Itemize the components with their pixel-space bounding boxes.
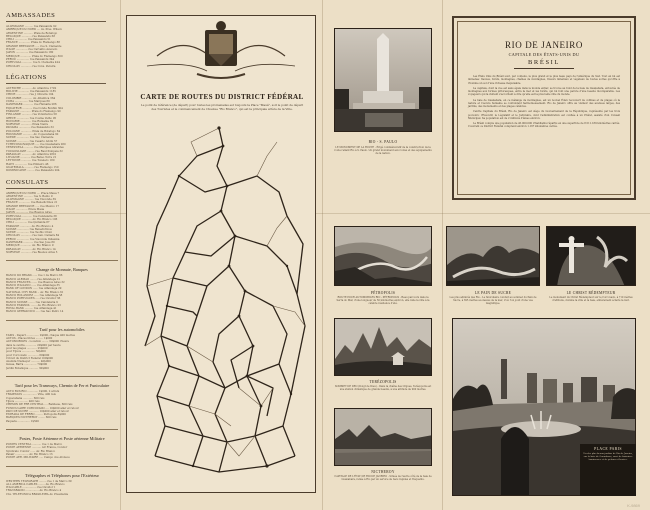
fold-line <box>322 0 323 510</box>
directory-entry: JAPON ............... rue Buenos Aires <box>6 211 52 215</box>
map-intro: Le point de référence (de départ) pour toutes les promenades est toujours la Place "Mauá", soit le point de départ des Touristes et le commencement de l'Avenue "Rio Branco", qui est la principale artère de la Ville. <box>140 103 304 111</box>
teresopolis-text: SOMMET DE DEO (Doigt de Dieu) - Dans la chaîne des Orgues, Terézopolis est une station climatique de grande beauté, à une altitude de 900 mètres. <box>334 385 432 392</box>
rio-body <box>468 75 620 129</box>
directory-entry: GRANDE BRETAGNE ..... rue S. Clemente <box>6 44 62 48</box>
bio-sp-title: BIO - S. PAULO <box>368 140 398 144</box>
directory-entry: PORTUGAL ............ rue S. Clemente 424 <box>6 61 60 65</box>
directory-entry: ITALIE .............. Praca Maua <box>6 208 45 212</box>
change-section <box>6 260 118 314</box>
directory-entry: TRAMWAYS ................. Ville, 400 reis <box>6 393 56 397</box>
rio-paragraph: La baie de Guanabara, en ce mélange de montagnes, est un nouvel Éden recouvert de collines et de plages où la nature et l'œuvre humaine se confondent harmonieusement. Rio de Janeiro offre au visiteur des avenues larges, des jardins, des monuments et des plages célèbres. <box>468 98 620 108</box>
directory-entry: CHILI ............... rue Quitanda 87 <box>6 221 50 225</box>
directory-entry: ARGENTINE ........... Praia de Botafogo <box>6 31 58 35</box>
directory-entry: POSTE AERIENNE ........... Air France, Condor <box>6 446 68 450</box>
rio-title: RIO DE JANEIRO <box>505 40 583 50</box>
directory-entry: BANCO HOLANDEZ ...... rue Alfandega 58 <box>6 294 63 297</box>
nictheroy-title: NICTHEROY <box>371 470 395 474</box>
directory-entry: ARGENTINE ........... rue S. Bento 9 <box>6 194 53 198</box>
directory-entry: GRANDE BRETAGNE ..... rue Mexico 17 <box>6 204 60 208</box>
directory-entry: CHILI ............... rue Paissandu 51 <box>6 38 51 42</box>
directory-entry: POSTE AER. MILITAIRE ..... Campo dos Afonsos <box>6 456 70 460</box>
divider <box>6 21 106 22</box>
directory-entry: SUISSE .............. rue Cesario Alvim 57 <box>6 139 58 143</box>
postes-section <box>6 429 118 459</box>
directory-entry: pour Corcovado ............. 60$000 <box>6 353 50 357</box>
directory-entry: BANCO PORTUGUES ..... rue Ouvidor 36 <box>6 297 61 301</box>
legations-title: LÉGATIONS <box>6 73 47 81</box>
directory-entry: dans le centre ............. 20$000 par heure <box>6 343 61 347</box>
petropolis-text: ROUTE POUR AUTOMOBILES RIO - PÉTROPOLIS - Beau parcours dans la Serra do Mar, d'une longueur de 50 kilomètres environ, elle relie la ville à la célèbre résidence d'été. <box>336 296 430 306</box>
directory-entry: Copacabana ............ 600 reis <box>6 396 45 400</box>
ambassades-title: AMBASSADES <box>6 12 56 19</box>
tarif-auto-title: Tarif pour les automobiles <box>39 326 85 332</box>
road-network <box>145 128 305 472</box>
directory-entry: Avenida Niemeyer ........... 40$000 <box>6 360 51 364</box>
directory-entry: AMERIQUE DU NORD .... Praca Maua 7 <box>6 191 60 195</box>
directory-entry: ALLEMAGNE .......... rue Paissandu 92 <box>6 25 57 28</box>
directory-entry: GRECE ............... rue Cosme Velho 95 <box>6 116 57 120</box>
directory-entry: Tijuca ................ 400 reis <box>6 399 40 403</box>
directory-entry: YOUGOSLAVIE ......... rue Raul Pompeia 32 <box>6 149 63 153</box>
directory-entry: BELGIQUE ............ rue Paissandu 68 <box>6 34 55 38</box>
directory-entry: FRANCE .............. Praia do Flamengo 88 <box>6 41 60 45</box>
fold-line <box>120 0 121 510</box>
postes-list <box>6 443 118 459</box>
ambassades-list <box>6 25 118 68</box>
directory-entry: BOLIVIE ............. rue Paissandu 1185 <box>6 90 56 94</box>
directory-entry: ESPAGNE ............. Praia do Flamengo 90 <box>6 109 61 113</box>
directory-entry: ESTRADA DE FERRO ......... Petropolis 8$000 <box>6 413 66 417</box>
rio-subtitle: CAPITALE DES ÉTATS-UNIS DU <box>508 52 580 57</box>
directory-entry: AUTOMOBILES - Location ........ 30$000 l'heure <box>6 340 70 344</box>
nictheroy-photo <box>334 408 432 466</box>
directory-entry: LETTONIE ............ rue Tonelero 180 <box>6 159 55 163</box>
directory-entry: ITALCABLE ................. rue Ouvidor 1 <box>6 486 56 490</box>
rio-paragraph: Les États Unis du Brésil sont, par contenu, le plus grand et le plus beau pays de l'Amérique du Sud. Tout en lui est immense: fleuves, forêts, montagnes, chaînes de montagnes, trésors minéraux et végétaux de toutes sortes qu'offre à l'homme un sol d'une richesse inépuisable. <box>468 75 620 85</box>
directory-entry: URUGUAY ............. rue Cons. Pereira <box>6 64 56 68</box>
directory-entry: DANEMARK ............ rue Sao Jose 80 <box>6 241 55 245</box>
tarif-auto-section <box>6 320 118 370</box>
directory-entry: Circuit du District Federal 100$000 <box>6 356 54 360</box>
directory-entry: Panair ................ Av. Rio Branco 13 <box>6 452 53 456</box>
rio-paragraph: Centre Capitale du Brésil, Rio de Janeiro est siège du Gouvernement de la République, représenté par les trois pouvoirs: l'Exécutif, le Législatif et le Judiciaire, dont l'administration est confiée à un Préfet, assisté d'un Conseil Municipal. Sa population est de 2 millions d'âmes environ. <box>468 110 620 120</box>
tarif-tram-title: Tarif pour les Tramways, Chemin de Fer et Funiculaire <box>14 383 110 389</box>
directory-entry: CHEMIN DE FER CENTRAL .... Banlieue, 600 reis <box>6 403 73 407</box>
legations-list <box>6 87 118 173</box>
directory-entry: Gavea, Barra ............... 70$000 <box>6 363 48 367</box>
directory-entry: DOMINICAINE ......... rue Paissandu 204 <box>6 169 60 173</box>
christ-text: Le monument du Christ Rédempteur sur le Corcovado, à 710 mètres d'altitude, domine la ville et la baie, entièrement éclairé la nuit. <box>549 296 633 303</box>
directory-column <box>6 8 118 504</box>
pain-sucre-title: LE PAIN DE SUCRE <box>474 291 512 295</box>
petropolis-title: PÉTROPOLIS <box>370 291 396 295</box>
directory-entry: PANAMA .............. rue Paissandu 32 <box>6 126 54 130</box>
divider <box>514 68 574 69</box>
directory-entry: LITUANIE ............ rue Barao Torre 21 <box>6 156 57 160</box>
directory-entry: BANCO SUISSE ........ rue Candelaria 9 <box>6 300 58 304</box>
directory-entry: VENEZUELA ........... rue Marques Abrantes <box>6 146 64 150</box>
directory-entry: SUISSE .............. rue Benedictinos <box>6 227 52 231</box>
directory-entry: ESPAGNE ............. Av. Rio Branco 4 <box>6 224 54 228</box>
place-paris-text: Un des plus beaux jardins de Rio de Janeiro, sur la baie de Guanabara, orné de fontaines lumineuses et de pelouses fleuries. <box>583 452 633 461</box>
directory-entry: PEROU ............... rue Visconde Inhauma <box>6 237 60 241</box>
directory-entry: ROYAL BANK .......... rue Alfandega 41 <box>6 307 57 311</box>
christ-photo <box>546 226 636 286</box>
directory-entry: Paqueta ............... 1$500 <box>6 419 39 423</box>
directory-entry: FUNICULAIRE CORCOVADO .... 10$000 aller et retour <box>6 406 79 410</box>
inventory-stamp: K-9869 <box>627 503 640 508</box>
directory-entry: TRANSRADIO ................ Av. Rio Branco 4 <box>6 489 62 493</box>
directory-entry: MEXIQUE ............. Praia do Flamengo 300 <box>6 54 63 58</box>
directory-entry: BANCO ESPAÑOL ....... Av. Rio Branco 23 <box>6 303 61 307</box>
bio-sp-text: LE MONUMENT DE LA ROUTE - Érigé commémoratif de la construction de la route reliant Rio à S. Paulo. Un grand monument aux routes et des équipements de la nation. <box>334 146 432 156</box>
directory-entry: NORVEGE ............. rue Buenos Aires 5 <box>6 250 58 254</box>
rio-paragraph: Le Brésil compte une population de 45.000.000 d'habitants répartis en une superficie de 8.511.189 kilomètres carrés. Couvrant ce District Fédéral comprend environ 1.167 kilomètres carrés. <box>468 122 620 129</box>
petropolis-photo <box>334 226 432 286</box>
place-paris-title: PLACE PARIS <box>594 447 622 451</box>
directory-entry: PARAGUAY ............ Av. Atlantica 2810 <box>6 152 57 156</box>
directory-entry: ROUMANIE ............ Av. Copacabana 92 <box>6 133 59 137</box>
directory-entry: TAXIS - Depart ............... 2$000, chaque 400 metres <box>6 333 75 337</box>
directory-entry: EQUATEUR ............ rue Conde Bonfim 304 <box>6 106 63 110</box>
directory-entry: HONGRIE ............. rue Rumania 39 <box>6 119 54 123</box>
directory-entry: AUTRICHE ............ Av. Atlantica 1792 <box>6 86 57 90</box>
place-paris-caption <box>580 444 636 496</box>
divider <box>6 83 106 84</box>
change-list <box>6 274 118 314</box>
directory-entry: CHINE ............... rue J. Oliveira 104 <box>6 93 54 97</box>
directory-entry: PAIN DE SUCRE ............ 10$000 aller et retour <box>6 409 69 413</box>
directory-entry: ALL AMERICA CABLES ........ Av. Rio Branco <box>6 482 65 486</box>
directory-entry: CUBA ................ rue Marques 60 <box>6 100 50 104</box>
road-map-panel <box>126 15 316 493</box>
directory-entry: POLOGNE ............. Praia de Botafogo 64 <box>6 129 60 133</box>
nictheroy-text: CAPITALE DE L'ÉTAT DE RIO DE JANEIRO - Située de l'autre côté de la baie de Guanabara, reliée à Rio par un service de bacs rapides et fréquents. <box>334 475 432 482</box>
directory-entry: BANCO ALEMAO ........ rue Alfandega 21 <box>6 277 61 281</box>
directory-entry: PORTUGAL ............ rue Candelaria 38 <box>6 214 57 218</box>
teresopolis-title: TERÉZOPOLIS <box>369 380 397 384</box>
directory-entry: TCHECOSLOVAQUIE ..... rue Guanabara 260 <box>6 142 66 146</box>
directory-entry: BANCO FRANCES ....... rue Buenos Aires 32 <box>6 280 65 284</box>
directory-entry: FINLANDE ............ rue Voluntarios 58 <box>6 113 57 117</box>
directory-entry: NATIONAL CITY BANK .. Av. Rio Branco 61 <box>6 290 64 294</box>
directory-entry: CIA. TELEFONICA BRASILEIRA Av. Presidente <box>6 492 69 496</box>
directory-entry: PARAGUAY ............ Av. Rio Branco 14 <box>6 247 56 251</box>
directory-entry: ITALIE .............. rue Carvalho Azevedo <box>6 48 58 52</box>
christ-title: LE CHRIST RÉDEMPTEUR <box>566 291 616 295</box>
rio-paragraph: La capitale, dont la vue est sans égale dans le monde entier, se trouve au fond de la baie de Guanabara, entourée de montagnes aux formes pittoresques, entre la mer et les forêts, qui lui font une parure d'une beauté incomparable. Les voyageurs qui la visitent s'accordent à dire qu'elle est la plus belle ville du monde. <box>468 86 620 97</box>
fold-line <box>442 0 443 510</box>
rio-info-frame <box>457 21 631 195</box>
tarif-auto-list <box>6 334 118 370</box>
directory-entry: GUATEMALA ........... rue Flamengo 150 <box>6 165 59 169</box>
directory-entry: pour les plages ............ 25$000 <box>6 346 48 350</box>
directory-entry: BARQUES NICTHEROY ........ 600 reis <box>6 416 57 420</box>
divider <box>6 188 106 189</box>
map-title: CARTE DE ROUTES DU DISTRICT FÉDÉRAL <box>140 93 304 101</box>
directory-entry: AMERIQUE DU NORD .... Av. Pres. Wilson <box>6 28 62 32</box>
secondary-roads <box>145 128 305 456</box>
pain-sucre-photo <box>446 226 540 286</box>
directory-entry: SUEDE ............... rue Sao Clemente <box>6 136 54 140</box>
directory-entry: BANK OF LONDON ...... rue Alfandega 29 <box>6 287 62 291</box>
directory-entry: pour Tijuca ................ 50$000 <box>6 350 46 354</box>
rio-country: BRÉSIL <box>528 59 560 66</box>
directory-entry: PEROU ............... rue Paissandu 344 <box>6 57 55 61</box>
directory-entry: ALLEMAGNE ........... rue Visconde 39 <box>6 198 56 202</box>
directory-entry: JAPON ............... rue Paissandu 180 <box>6 51 54 55</box>
pain-sucre-text: Les plus admirés des Rio - Le funiculaire conduit au sommet du Pain de Sucre, à 395 mètres au-dessus de la mer, d'où l'on jouit d'une vue magnifique. <box>449 296 537 306</box>
consulats-list <box>6 192 118 255</box>
directory-entry: FRANCE .............. rue Benedictinos 21 <box>6 201 58 205</box>
directory-entry: BANCO ITALIANO ...... rue Alfandega 35 <box>6 284 60 288</box>
directory-entry: SUEDE ............... rue Teofilo Otoni <box>6 231 52 235</box>
directory-entry: Jardin Botanique ........... 30$000 <box>6 366 49 370</box>
directory-entry: AUTOS - Places libres ......... 1$000 <box>6 337 53 341</box>
change-title: Change de Monnaie, Banques <box>36 267 88 273</box>
coat-of-arms-icon <box>147 21 295 78</box>
directory-entry: AUTO BUS RIO ............. 1$000, 2 arrets <box>6 390 60 394</box>
directory-entry: BELGIQUE ............ Av. Rio Branco 106 <box>6 217 58 221</box>
postes-title: Postes, Poste Aérienne et Poste aérienne Militaire <box>19 436 105 442</box>
telegraphes-section <box>6 466 118 496</box>
directory-entry: POSTES CENTRAL ........... rue 1 de Marco <box>6 443 63 447</box>
consulats-title: CONSULATS <box>6 178 49 186</box>
tarif-tram-list <box>6 390 118 423</box>
directory-entry: MEXIQUE ............. Av. Rio Branco 9 <box>6 244 54 248</box>
telegraphes-list <box>6 480 118 496</box>
directory-entry: NORVEGE ............. Praia Vieira <box>6 123 48 127</box>
tarif-tram-section <box>6 376 118 423</box>
teresopolis-photo <box>334 318 432 376</box>
monument-photo <box>334 28 432 132</box>
directory-entry: WESTERN TELEGRAPH ......... rue 1 de Marco 39 <box>6 479 72 483</box>
directory-entry: HAITI ............... rue Pinheiro 46 <box>6 162 49 166</box>
directory-entry: Syndicato Condor ...... Av. Rio Branco <box>6 449 56 453</box>
directory-entry: URUGUAY ............. rue Gen. Camara 84 <box>6 234 59 238</box>
directory-entry: DANEMARK ............ rue Humaita 286 <box>6 103 57 107</box>
road-map <box>127 16 315 492</box>
directory-entry: BANCO DO BRASIL ..... rue 1 de Marco 66 <box>6 274 63 278</box>
directory-entry: COLOMBIE ............ Av. Atlantica 364 <box>6 96 56 100</box>
telegraphes-title: Télégraphes et Téléphones pour l'Extérieur <box>25 472 99 478</box>
directory-entry: BANCO GERMANICO ..... rue Sao Pedro 14 <box>6 310 64 314</box>
rio-info-panel <box>452 16 636 200</box>
map-towns <box>166 126 292 467</box>
